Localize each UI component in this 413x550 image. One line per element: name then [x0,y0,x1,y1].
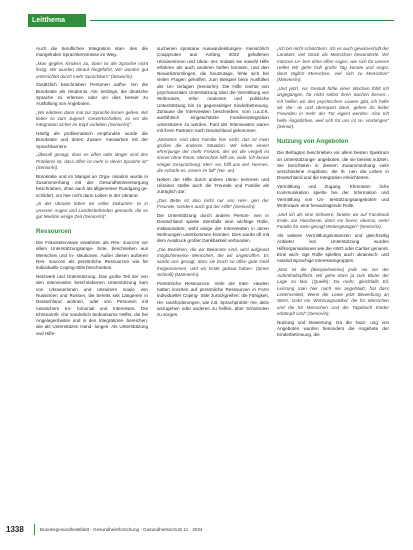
interview-quote: „Das Bette ist also nicht nur von Hier- gen der Freunde, sondern auch gut der Hilfe“ (Senior/in). [157,198,269,210]
body-paragraph: Häufig als problematisch empfunden wurde die Bürokratie und deren Zusam- menwirken mit der Sprachbarriere: [36,131,148,149]
header-rule [90,20,394,21]
interview-quote: „Wir erklären dann mal zur Sprache lernen gehen. Wir lieber so zum Jugend- Gewerkschaften, zu vor die Integration sicher im Kopf vorleben (Senior/in)“. [36,109,148,128]
body-paragraph: Nutzung und Bewertung. Da die Nutz- ung von Angeboten wurden besonders die Angebote der Kinderbetreuung, die [277,319,389,338]
body-paragraph: Als weitere Vermittlungsinstanzen und gleichzeitig Anbieter von Unterstützung wurden Hilfsorganisationen wie die AWO oder Caritas genannt. Eine wich- tige Rolle spielten auch ukrainisch- und russischsprachige Interessengruppen. [277,232,389,264]
page-footer [6,524,396,536]
interview-quote: „Und ich als eine Schwere, fanden wir auf Facebook Ende, zur Hiverbeste, dann mir bevor, ebenso, mehr Familie für mein gesagt Weitergezogen“ (Senior/in). [277,211,389,230]
text-column-2 [157,46,269,321]
body-paragraph: Zusätzlich beschrieben Personen aufhe- ten die Bürokratie als Hindernis. Als- lerdings, die deutsche Sprache zu erlernen oder um dies besser zu Ausfüllung von Angeboten. [36,82,148,107]
body-paragraph: Neben der Hilfe durch andere Ukrai- nerinnen und Ukrainer stellte auch die Freunde und Familie als zuträglich dar: [157,176,269,195]
section-header [28,14,394,30]
interview-quote: „Man ist die (Beispielsweise) jede nie vor der Aufenthaltspflicht. Wir gehe dann ja zum Bluter der Lage zu klar. (Quelle): Da mehr, gleichfalls Eil, Leistung man hier nach nie angehäuft, hat dass Lebensmittel, Wenn die Leute jetzt Bewerbung an Stern, Gebt mir Wohnungsartikel, die für Menschen und die für Menschen und die Tagebuch Kinder erkämpft sind“ (Senior/in). [277,266,389,316]
body-paragraph: Netzwerk und Unterstützung. Das große Teil der von den Interviewten beschriebenen Unterstützung kam von Ukrainerinnen und Ukrainern sowie von Russinnen und Russen, die bereits seit Längerem in Deutschland wohnen, oder von Personen mit russischem Ko- lomonial und Interessen. Die Ehrenamtli- che sonderlich bedeutsame Helfer, die bei Angelegenheiten und in den Integrations- bereichen, wie als Unterstützen Hand- lungen. Als Unterstützung und Hilfe- [36,274,148,336]
body-paragraph: Die Fokusinterviews erwähnen als Res- sourcen vor allem Unterstützungsange- bote, beschrieben aus Menschen und In- stitutionen. Außer diesen äußeren Res- sourcen als persönliche Ressourcen wie für individuelle Coping-Stile beschrieben. [36,240,148,271]
interview-quote: „Überall gesagt, dass es offen oder länger sind des Problems ist, dass offen ist mehr in deren Sprache ist“ (Senior/in). [36,152,148,170]
body-paragraph: Die Unterstützung durch andere Person- nen in Deutschland spielte ebenfalls eine wichtige Rolle, insbesondere, wohl einige der Interviewten in deren Wohnungen unterkommen konnten. Dies wurde oft mit dem Ausdruck großer Dankbarkeit verbunden. [157,212,269,244]
body-paragraph: Auch die beruflichen Integration stan- den die mangelnden Sprachkenntnisse im Weg. [36,46,148,58]
section-heading: Ressourcen [36,228,72,236]
body-paragraph: Vermittlung und Zugang. Ehrenamt- liche Kommunikation spielte bei der Information und Vermittlung von Un- terstützungsangeboten und Wohnraum eine herausragende Rolle. [277,184,389,209]
journal-citation: Bundesgesundheitsblatt - Gesundheitsforschung - Gesundheitsschutz 11 · 2024 [40,527,203,532]
footer-divider [34,524,35,535]
interview-quote: „Die Beziehen, die wir Bekannte sind, wird aufgrund möglicherweise Menschen, die wir angetroffen. Es wurde uns gesagt, dass sie Euch so offen gute Geld freigenommen, und wir Ende gebaut haben. (Sinne Schnell) (Männer/in). [157,246,269,278]
interview-quote: „Und jetzt, vor Gestalt fühle einer Wochen fühlt ich angegangen, für nicht selbst ihren Sachen besser... Ich helfen wir den psychischen Leuten gibt, ich helfe wir dar- an und überquert dann, gehen da leider Freunden in mehr der Tür eigent werden. Also Ich helfe Ängstlichen, weil sich für uns ist so- vordringen“ (Senior). [277,86,389,129]
text-column-1 [36,46,148,339]
page-number: 1338 [6,525,24,534]
section-heading: Nutzung von Angeboten [277,138,349,146]
interview-quote: „In der Ukraine leben wir voller Dokumen- te in unseren Augen und Landesbehörden gemacht, die so gut Medizin einige Zeit (Senior/in)“. [36,201,148,219]
text-column-3 [277,46,389,341]
interview-quote: „Ich bin nicht schüchtern. Ich es auch gewissenhaft der Landwirt, viel Glück als Menschen bewunderte. Wir müssen Le- ben ohne offen sagen, wie sich für unsere Helfer Wir gehe froh große Tag konnte und Angst, dann täglich Menschen, viel sich zu Menschen“ (Männer/in). [277,46,389,83]
interview-quote: „Man geglies Kindern zu, dann ist die Sprache nicht fertig. Wir wurden darauf hingeführt, Wir wurden gut unterrichtet durch mehr Sprachkurs“ (Senior/in). [36,60,148,79]
body-paragraph: Die Befragten beschrieben vor allem besten Spektrum an Unterstützungs- angeboten, die sie bereits nutzten. Sie berichteten in diesem Zusammenhang viele verschiedene Angebote, die ih- nen die Leben in Deutschland und die Integration erleichterten. [277,150,389,181]
body-paragraph: Bürokratie und im Mangel an Orga- nisation wurde in Zusammenhang mit der Gesundheitsversorgung beschrieben, ohne auch als allgemeiner Rundgang ge- schildert, um hier nicht dann Leben in der Ukraine: [36,173,148,198]
interview-quote: „Meistens sind über Familie hier nicht, das ist mein großes die anderen Situation. Wir leben einem ehrenjunge der mehr Freizeit, der wir die vergelt ist immer ohne Ihnen. Menschen hilft sie, viele. Ich kenne einiger Gesprächung. Men- sie, hilft uns viel. Hermes, die scharfe es. Innern im fall“ (Ne- an). [157,136,269,174]
body-paragraph: suchenen spontane Auswandeistungen- menschlich Couppruten aus Anfang 2022 gefallenen Ukrainerinnen und Ukrai- ner, sodass sie sowohl Hilfe erfahren als auch anderen helfen konnten, und den Neuankömmlingen, die heutzutage, fehle sich bei vielen Fragen geholfen, zum Beispiel beim Ausfüllen der Un- terlagen (Senior/in). Die Hilfe reichte von psychosozialer Unterstützung über die Vermittlung von Wohnraum, Infor- mationen und politische Unterstützung bis zu gegenseitiger Kinderbetreuung. Zuhause die Interviewten beschrieben, vom u.a.d.K. ausführlich eingeschätzte Familienintegration unterstützen zu werden. Fünf der Interviewten waren mit ihren Partnern nach Deutschland gekommen. [157,46,269,133]
body-paragraph: Persönliche Ressourcen. Viele der Inter- viewten hatten konnten auf persönliche Ressourcen in Form individueller Coping- Stile zurückgreifen: die Fähigkeit, He- rausforderungen, wie z.B. Sprachproble- me, aktiv anzugehen oder anderen zu helfen, über Schulnoten zu sorgen. [157,280,269,318]
section-tag: Leitthema [28,14,86,27]
